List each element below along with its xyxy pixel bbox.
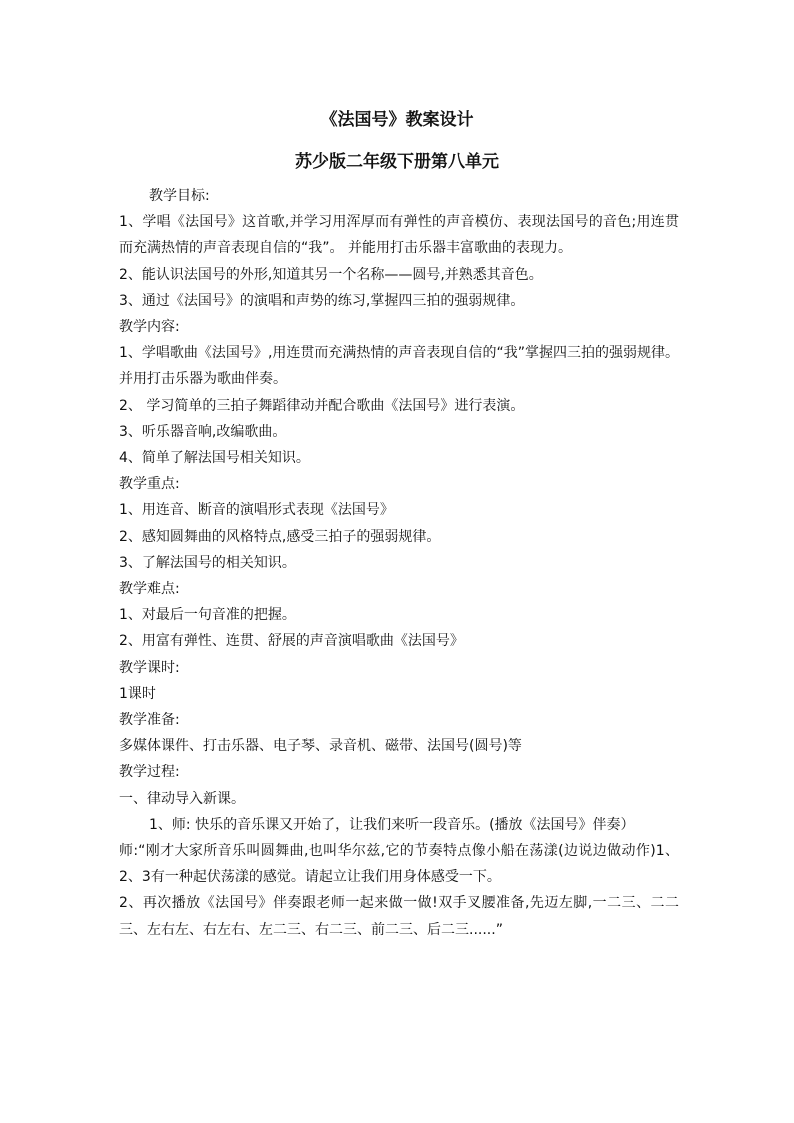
paragraph: 4、简单了解法国号相关知识。 (119, 450, 310, 467)
section-heading: 教学重点: (119, 476, 180, 493)
paragraph: 2、 学习简单的三拍子舞蹈律动并配合歌曲《法国号》进行表演。 (119, 397, 525, 414)
paragraph: 3、了解法国号的相关知识。 (119, 554, 296, 571)
paragraph: 师:“刚才大家所音乐叫圆舞曲,也叫华尔兹,它的节奏特点像小船在荡漾(边说边做动作)1、2、3有一种起伏荡漾的感觉。请起立让我们用身体感受一下。 (119, 843, 679, 886)
paragraph: 2、能认识法国号的外形,知道其另一个名称——圆号,并熟悉其音色。 (119, 266, 543, 283)
section-heading: 教学目标: (149, 188, 210, 204)
document-title: 《法国号》教案设计 (320, 110, 474, 130)
paragraph: 一、律动导入新课。 (119, 790, 245, 807)
paragraph: 2、用富有弹性、连贯、舒展的声音演唱歌曲《法国号》 (119, 633, 464, 650)
paragraph: 2、感知圆舞曲的风格特点,感受三拍子的强弱规律。 (119, 528, 441, 545)
paragraph: 1、学唱歌曲《法国号》,用连贯而充满热情的声音表现自信的“我”掌握四三拍的强弱规律。并用打击乐器为歌曲伴奏。 (119, 345, 679, 388)
paragraph: 3、通过《法国号》的演唱和声势的练习,掌握四三拍的强弱规律。 (119, 292, 525, 309)
paragraph: 1、师: 快乐的音乐课又开始了，让我们来听一段音乐。(播放《法国号》伴奏） (149, 816, 635, 833)
paragraph: 2、再次播放《法国号》伴奏跟老师一起来做一做!双手叉腰准备,先迈左脚,一二三、二二三、左右左、右左右、左二三、右二三、前二三、后二三......” (119, 895, 679, 938)
document-subtitle: 苏少版二年级下册第八单元 (295, 152, 499, 172)
paragraph: 1、学唱《法国号》这首歌,并学习用浑厚而有弹性的声音模仿、表现法国号的音色;用连贯而充满热情的声音表现自信的“我”。 并能用打击乐器丰富歌曲的表现力。 (119, 214, 679, 257)
section-heading: 教学内容: (119, 319, 180, 336)
section-heading: 教学过程: (119, 764, 180, 781)
section-heading: 教学课时: (119, 659, 180, 676)
paragraph: 1、用连音、断音的演唱形式表现《法国号》 (119, 502, 394, 519)
paragraph: 3、听乐器音响,改编歌曲。 (119, 423, 287, 440)
section-heading: 教学难点: (119, 581, 180, 598)
paragraph: 多媒体课件、打击乐器、电子琴、录音机、磁带、法国号(圆号)等 (119, 738, 522, 755)
paragraph: 1、对最后一句音准的把握。 (119, 607, 296, 624)
section-heading: 教学准备: (119, 712, 180, 729)
paragraph: 1课时 (119, 685, 156, 702)
document-body (119, 183, 679, 943)
